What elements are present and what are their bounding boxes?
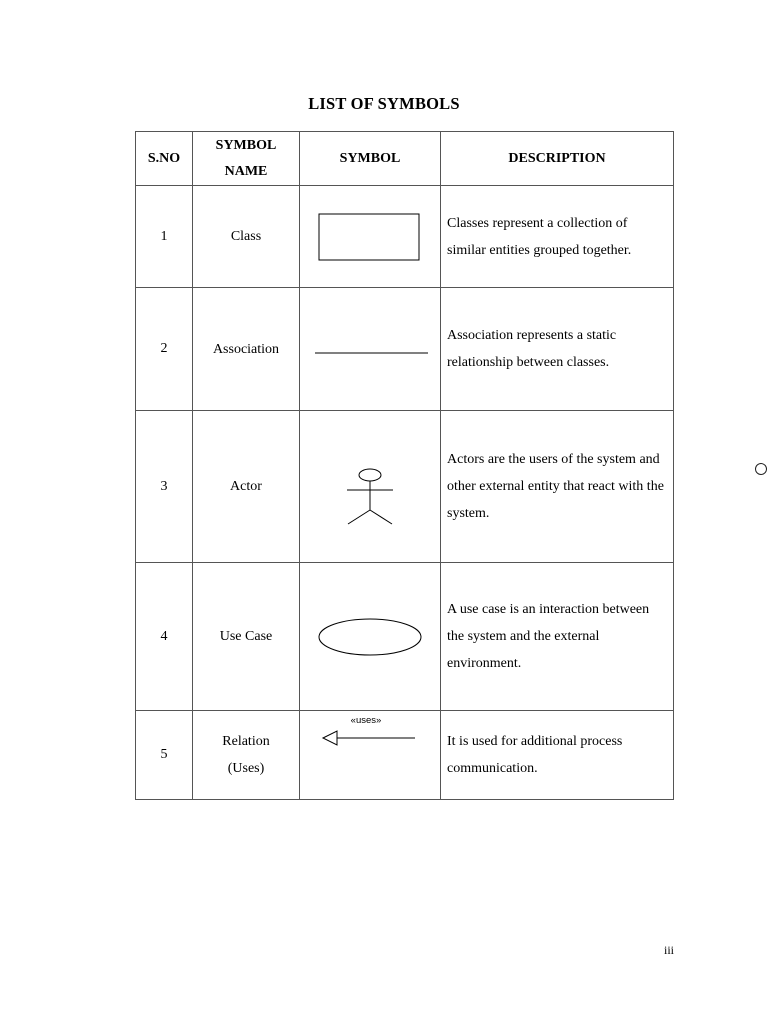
row-description: A use case is an interaction between the system and the external environment. <box>441 563 674 711</box>
header-symbol-name: SYMBOL NAME <box>193 132 300 186</box>
use-case-ellipse-icon <box>315 615 425 659</box>
table-row <box>136 563 674 711</box>
page-title: LIST OF SYMBOLS <box>308 94 460 113</box>
page-number: iii <box>664 943 675 957</box>
header-row <box>136 132 674 186</box>
row-symbol <box>300 186 441 288</box>
row-description: It is used for additional process communication. <box>441 711 674 800</box>
row-sno: 5 <box>136 711 193 800</box>
row-sno: 2 <box>136 288 193 411</box>
row-description: Association represents a static relationship between classes. <box>441 288 674 411</box>
table-row <box>136 711 674 800</box>
circle-icon <box>755 463 767 475</box>
header-description: DESCRIPTION <box>441 132 674 186</box>
association-line-icon <box>310 339 430 359</box>
uses-label: «uses» <box>350 715 382 726</box>
row-symbol-name: Association <box>193 288 300 411</box>
symbols-table <box>135 131 674 800</box>
row-symbol-name-text: Relation (Uses) <box>222 734 270 776</box>
table-row <box>136 288 674 411</box>
row-sno: 1 <box>136 186 193 288</box>
row-description: Classes represent a collection of similar entities grouped together. <box>441 186 674 288</box>
row-symbol <box>300 711 441 800</box>
row-symbol <box>300 288 441 411</box>
row-symbol <box>300 411 441 563</box>
actor-stick-figure-icon <box>340 466 400 536</box>
row-symbol-name: Use Case <box>193 563 300 711</box>
row-symbol <box>300 563 441 711</box>
class-rectangle-icon <box>315 211 425 263</box>
row-sno: 3 <box>136 411 193 563</box>
table-row <box>136 186 674 288</box>
row-sno: 4 <box>136 563 193 711</box>
table-row <box>136 411 674 563</box>
row-symbol-name: Class <box>193 186 300 288</box>
row-symbol-name: Actor <box>193 411 300 563</box>
row-symbol-name <box>193 711 300 800</box>
row-description: Actors are the users of the system and other external entity that react with the system. <box>441 411 674 563</box>
header-symbol: SYMBOL <box>300 132 441 186</box>
uses-arrow-icon <box>317 726 417 750</box>
header-sno: S.NO <box>136 132 193 186</box>
